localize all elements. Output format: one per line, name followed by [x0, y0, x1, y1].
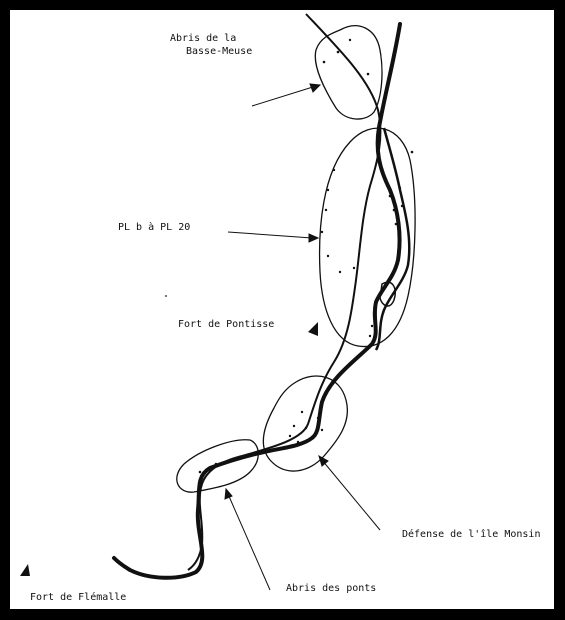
label-abris-basse-meuse-1: Abris de la	[170, 33, 237, 44]
arrows	[225, 84, 380, 590]
zone-basse-meuse	[315, 26, 382, 119]
label-pl-group: PL b à PL 20	[118, 222, 191, 233]
fort-flemalle-marker	[20, 564, 30, 576]
label-defense-monsin: Défense de l'île Monsin	[402, 529, 541, 540]
label-fort-pontisse: Fort de Pontisse	[178, 319, 275, 330]
map-sheet	[10, 10, 554, 609]
map-drawing	[10, 10, 554, 609]
meuse-river	[114, 24, 400, 578]
label-abris-basse-meuse-2: Basse-Meuse	[186, 46, 253, 57]
canal-line	[188, 14, 380, 570]
zone-monsin	[263, 376, 347, 471]
label-fort-flemalle: Fort de Flémalle	[30, 592, 127, 603]
fort-pontisse-marker	[308, 322, 318, 336]
label-abris-ponts: Abris des ponts	[286, 583, 377, 594]
